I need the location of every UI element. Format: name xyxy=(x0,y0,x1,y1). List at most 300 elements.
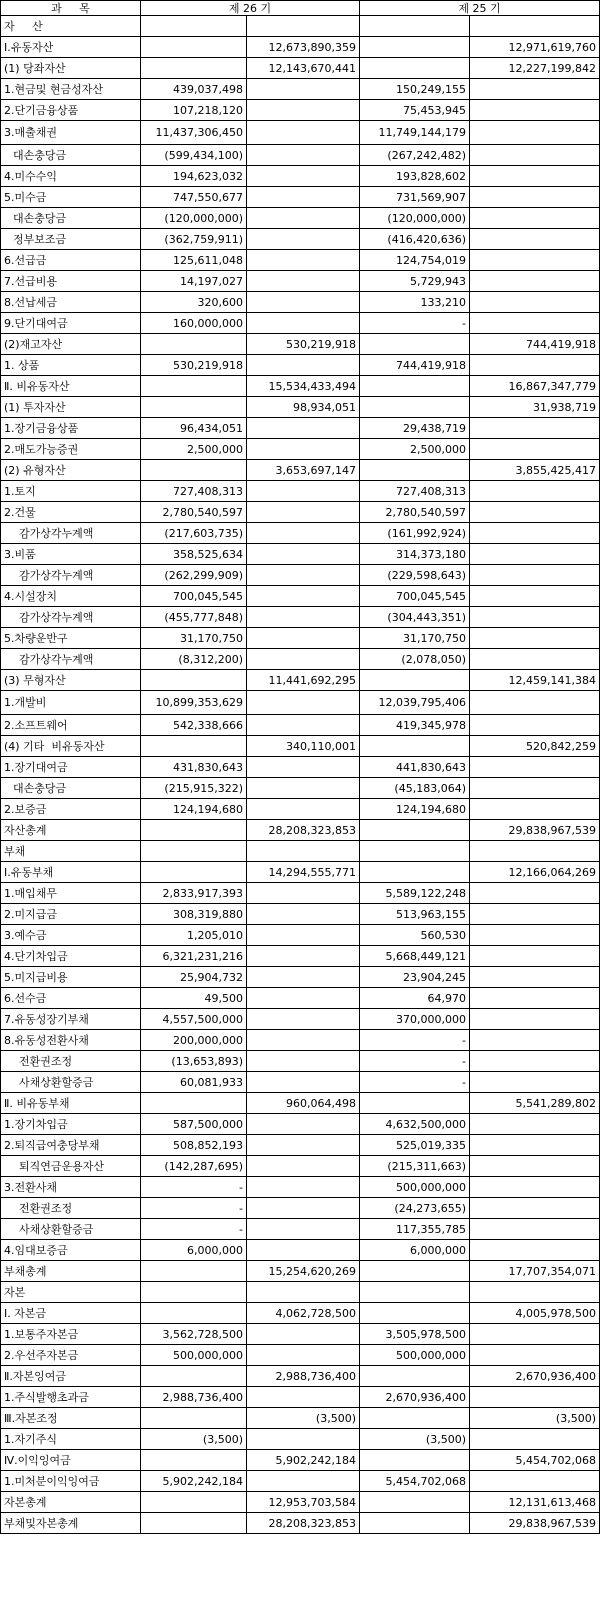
table-row xyxy=(1,691,600,715)
table-row xyxy=(1,715,600,736)
cell-period25-detail: (267,242,482) xyxy=(360,145,470,166)
table-row xyxy=(1,1198,600,1219)
cell-period25-total xyxy=(470,1387,600,1408)
header-row xyxy=(1,1,600,16)
cell-period26-total xyxy=(247,79,360,100)
cell-period26-total: 11,441,692,295 xyxy=(247,670,360,691)
cell-period25-total: 3,855,425,417 xyxy=(470,460,600,481)
table-row xyxy=(1,121,600,145)
cell-period25-detail xyxy=(360,1261,470,1282)
cell-period26-total xyxy=(247,145,360,166)
row-label: 사채상환할증금 xyxy=(1,1219,141,1240)
cell-period25-total xyxy=(470,1072,600,1093)
row-label: (1) 투자자산 xyxy=(1,397,141,418)
cell-period25-detail: 5,729,943 xyxy=(360,271,470,292)
cell-period26-detail: (13,653,893) xyxy=(141,1051,247,1072)
table-row xyxy=(1,1492,600,1513)
table-row xyxy=(1,1219,600,1240)
cell-period25-detail: 124,194,680 xyxy=(360,799,470,820)
table-row xyxy=(1,481,600,502)
cell-period25-detail: (2,078,050) xyxy=(360,649,470,670)
cell-period26-total xyxy=(247,1051,360,1072)
cell-period26-detail: 2,780,540,597 xyxy=(141,502,247,523)
cell-period25-total xyxy=(470,355,600,376)
cell-period26-total: 12,143,670,441 xyxy=(247,58,360,79)
row-label: 2.미지급금 xyxy=(1,904,141,925)
row-label: 퇴직연금운용자산 xyxy=(1,1156,141,1177)
cell-period26-detail: 747,550,677 xyxy=(141,187,247,208)
cell-period26-total xyxy=(247,523,360,544)
cell-period25-detail xyxy=(360,397,470,418)
cell-period25-detail: 560,530 xyxy=(360,925,470,946)
cell-period26-detail: 2,833,917,393 xyxy=(141,883,247,904)
cell-period25-total xyxy=(470,481,600,502)
cell-period25-total xyxy=(470,145,600,166)
table-row xyxy=(1,670,600,691)
cell-period26-total: 15,534,433,494 xyxy=(247,376,360,397)
cell-period25-detail: 370,000,000 xyxy=(360,1009,470,1030)
cell-period25-total xyxy=(470,904,600,925)
cell-period25-total xyxy=(470,1345,600,1366)
cell-period26-detail xyxy=(141,1408,247,1429)
cell-period26-total xyxy=(247,1072,360,1093)
cell-period26-total: 98,934,051 xyxy=(247,397,360,418)
cell-period26-detail: (262,299,909) xyxy=(141,565,247,586)
cell-period26-detail: 1,205,010 xyxy=(141,925,247,946)
row-label: 1.장기금융상품 xyxy=(1,418,141,439)
table-row xyxy=(1,334,600,355)
row-label: 부채총계 xyxy=(1,1261,141,1282)
table-row xyxy=(1,1303,600,1324)
table-row xyxy=(1,799,600,820)
cell-period25-detail: 4,632,500,000 xyxy=(360,1114,470,1135)
cell-period25-detail: 23,904,245 xyxy=(360,967,470,988)
cell-period25-total xyxy=(470,607,600,628)
table-row xyxy=(1,271,600,292)
cell-period26-total xyxy=(247,1009,360,1030)
cell-period25-total xyxy=(470,1240,600,1261)
table-row xyxy=(1,1324,600,1345)
cell-period25-detail: 419,345,978 xyxy=(360,715,470,736)
cell-period25-total xyxy=(470,1135,600,1156)
cell-period25-detail: 124,754,019 xyxy=(360,250,470,271)
row-label: 2.건물 xyxy=(1,502,141,523)
row-label: 5.미지급비용 xyxy=(1,967,141,988)
cell-period26-total xyxy=(247,1471,360,1492)
table-row xyxy=(1,313,600,334)
cell-period26-detail: - xyxy=(141,1177,247,1198)
cell-period26-detail: 200,000,000 xyxy=(141,1030,247,1051)
table-row xyxy=(1,439,600,460)
table-row xyxy=(1,166,600,187)
cell-period25-detail xyxy=(360,670,470,691)
table-row xyxy=(1,229,600,250)
cell-period25-total: 12,971,619,760 xyxy=(470,37,600,58)
cell-period26-total: 2,988,736,400 xyxy=(247,1366,360,1387)
cell-period25-total xyxy=(470,586,600,607)
cell-period26-total: (3,500) xyxy=(247,1408,360,1429)
cell-period26-detail xyxy=(141,37,247,58)
cell-period25-detail: - xyxy=(360,313,470,334)
table-row xyxy=(1,1030,600,1051)
cell-period26-detail: 31,170,750 xyxy=(141,628,247,649)
cell-period26-total xyxy=(247,607,360,628)
cell-period26-detail: 2,988,736,400 xyxy=(141,1387,247,1408)
cell-period26-detail: 160,000,000 xyxy=(141,313,247,334)
cell-period26-detail: 60,081,933 xyxy=(141,1072,247,1093)
row-label: 4.미수수익 xyxy=(1,166,141,187)
table-row xyxy=(1,628,600,649)
table-row xyxy=(1,1282,600,1303)
cell-period26-total xyxy=(247,208,360,229)
cell-period26-total: 340,110,001 xyxy=(247,736,360,757)
cell-period25-detail xyxy=(360,334,470,355)
cell-period26-total xyxy=(247,187,360,208)
cell-period25-detail: 193,828,602 xyxy=(360,166,470,187)
cell-period25-detail: 314,373,180 xyxy=(360,544,470,565)
cell-period26-total xyxy=(247,166,360,187)
cell-period26-total: 28,208,323,853 xyxy=(247,1513,360,1534)
cell-period25-detail: 12,039,795,406 xyxy=(360,691,470,715)
cell-period26-total xyxy=(247,1177,360,1198)
table-row xyxy=(1,967,600,988)
table-row xyxy=(1,544,600,565)
cell-period26-detail xyxy=(141,1282,247,1303)
table-row xyxy=(1,565,600,586)
table-row xyxy=(1,58,600,79)
cell-period26-total xyxy=(247,715,360,736)
row-label: 감가상각누계액 xyxy=(1,565,141,586)
row-label: 5.미수금 xyxy=(1,187,141,208)
cell-period25-total xyxy=(470,565,600,586)
cell-period25-total xyxy=(470,715,600,736)
table-row xyxy=(1,355,600,376)
table-row xyxy=(1,841,600,862)
table-row xyxy=(1,1261,600,1282)
cell-period25-detail: - xyxy=(360,1051,470,1072)
cell-period26-detail xyxy=(141,1450,247,1471)
row-label: 8.유동성전환사채 xyxy=(1,1030,141,1051)
cell-period26-total xyxy=(247,1240,360,1261)
row-label: 전환권조정 xyxy=(1,1198,141,1219)
row-label: Ⅳ.이익잉여금 xyxy=(1,1450,141,1471)
cell-period26-total xyxy=(247,439,360,460)
cell-period25-detail xyxy=(360,376,470,397)
cell-period25-total xyxy=(470,166,600,187)
cell-period25-total xyxy=(470,925,600,946)
cell-period26-detail: 530,219,918 xyxy=(141,355,247,376)
cell-period25-total xyxy=(470,187,600,208)
cell-period25-detail: 2,500,000 xyxy=(360,439,470,460)
cell-period25-detail: (215,311,663) xyxy=(360,1156,470,1177)
cell-period26-total xyxy=(247,946,360,967)
table-row xyxy=(1,988,600,1009)
cell-period26-detail: 439,037,498 xyxy=(141,79,247,100)
cell-period26-detail xyxy=(141,670,247,691)
table-row xyxy=(1,607,600,628)
cell-period25-total: 5,454,702,068 xyxy=(470,1450,600,1471)
cell-period26-detail: 96,434,051 xyxy=(141,418,247,439)
cell-period26-total xyxy=(247,988,360,1009)
cell-period25-total: 12,131,613,468 xyxy=(470,1492,600,1513)
cell-period26-detail xyxy=(141,1492,247,1513)
cell-period26-total xyxy=(247,1345,360,1366)
cell-period26-total xyxy=(247,16,360,37)
cell-period25-total: 29,838,967,539 xyxy=(470,1513,600,1534)
row-label: 사채상환할증금 xyxy=(1,1072,141,1093)
row-label: 9.단기대여금 xyxy=(1,313,141,334)
cell-period25-total xyxy=(470,418,600,439)
cell-period26-total: 12,953,703,584 xyxy=(247,1492,360,1513)
cell-period26-total xyxy=(247,121,360,145)
table-row xyxy=(1,1093,600,1114)
cell-period26-detail xyxy=(141,376,247,397)
cell-period26-total xyxy=(247,1282,360,1303)
table-row xyxy=(1,1051,600,1072)
table-row xyxy=(1,757,600,778)
balance-sheet-body xyxy=(1,1,600,1534)
row-label: 정부보조금 xyxy=(1,229,141,250)
cell-period26-detail: 500,000,000 xyxy=(141,1345,247,1366)
cell-period25-detail: 744,419,918 xyxy=(360,355,470,376)
row-label: 2.보증금 xyxy=(1,799,141,820)
row-label: 감가상각누계액 xyxy=(1,607,141,628)
table-row xyxy=(1,1471,600,1492)
cell-period25-total xyxy=(470,1177,600,1198)
row-label: (3) 무형자산 xyxy=(1,670,141,691)
row-label: 4.단기차입금 xyxy=(1,946,141,967)
row-label: 1.주식발행초과금 xyxy=(1,1387,141,1408)
row-label: 1.장기대여금 xyxy=(1,757,141,778)
row-label: Ⅰ.유동자산 xyxy=(1,37,141,58)
row-label: 5.차량운반구 xyxy=(1,628,141,649)
cell-period25-detail: 75,453,945 xyxy=(360,100,470,121)
cell-period25-total xyxy=(470,691,600,715)
cell-period26-detail xyxy=(141,58,247,79)
cell-period25-total xyxy=(470,1219,600,1240)
row-label: 1.토지 xyxy=(1,481,141,502)
cell-period25-total: 5,541,289,802 xyxy=(470,1093,600,1114)
cell-period26-total xyxy=(247,313,360,334)
cell-period25-total xyxy=(470,946,600,967)
row-label: 4.임대보증금 xyxy=(1,1240,141,1261)
cell-period26-total xyxy=(247,628,360,649)
cell-period26-total: 530,219,918 xyxy=(247,334,360,355)
cell-period26-detail: 320,600 xyxy=(141,292,247,313)
cell-period25-detail: (229,598,643) xyxy=(360,565,470,586)
cell-period26-detail xyxy=(141,820,247,841)
cell-period26-detail: 107,218,120 xyxy=(141,100,247,121)
cell-period26-total xyxy=(247,649,360,670)
cell-period26-total xyxy=(247,757,360,778)
cell-period25-detail xyxy=(360,841,470,862)
table-row xyxy=(1,208,600,229)
table-row xyxy=(1,736,600,757)
cell-period25-detail: (120,000,000) xyxy=(360,208,470,229)
cell-period25-detail: 731,569,907 xyxy=(360,187,470,208)
cell-period25-total: 31,938,719 xyxy=(470,397,600,418)
cell-period25-detail: 31,170,750 xyxy=(360,628,470,649)
row-label: 자본 xyxy=(1,1282,141,1303)
table-row xyxy=(1,1366,600,1387)
cell-period26-detail: (599,434,100) xyxy=(141,145,247,166)
table-row xyxy=(1,1177,600,1198)
cell-period25-total xyxy=(470,778,600,799)
cell-period26-detail: 11,437,306,450 xyxy=(141,121,247,145)
cell-period26-detail xyxy=(141,841,247,862)
table-row xyxy=(1,250,600,271)
cell-period26-detail: 587,500,000 xyxy=(141,1114,247,1135)
cell-period26-detail: (217,603,735) xyxy=(141,523,247,544)
row-label: Ⅰ.유동부채 xyxy=(1,862,141,883)
table-row xyxy=(1,16,600,37)
cell-period26-total: 960,064,498 xyxy=(247,1093,360,1114)
cell-period26-detail: 727,408,313 xyxy=(141,481,247,502)
table-row xyxy=(1,1345,600,1366)
table-row xyxy=(1,1114,600,1135)
table-row xyxy=(1,376,600,397)
cell-period26-detail xyxy=(141,334,247,355)
cell-period26-total xyxy=(247,1156,360,1177)
cell-period25-total xyxy=(470,79,600,100)
row-label: 1.매입채무 xyxy=(1,883,141,904)
cell-period25-detail xyxy=(360,460,470,481)
row-label: (2)재고자산 xyxy=(1,334,141,355)
cell-period26-detail xyxy=(141,736,247,757)
cell-period26-total xyxy=(247,1324,360,1345)
table-row xyxy=(1,925,600,946)
cell-period26-total xyxy=(247,355,360,376)
cell-period26-total xyxy=(247,1429,360,1450)
cell-period25-detail: (161,992,924) xyxy=(360,523,470,544)
table-row xyxy=(1,946,600,967)
table-row xyxy=(1,883,600,904)
cell-period25-detail: - xyxy=(360,1030,470,1051)
cell-period25-detail xyxy=(360,1450,470,1471)
cell-period26-total xyxy=(247,502,360,523)
cell-period25-total xyxy=(470,313,600,334)
cell-period25-detail xyxy=(360,1513,470,1534)
cell-period26-detail: - xyxy=(141,1219,247,1240)
row-label: 자산총계 xyxy=(1,820,141,841)
cell-period25-total xyxy=(470,628,600,649)
cell-period26-detail: 431,830,643 xyxy=(141,757,247,778)
cell-period25-detail: (416,420,636) xyxy=(360,229,470,250)
cell-period25-detail: 500,000,000 xyxy=(360,1177,470,1198)
row-label: 3.예수금 xyxy=(1,925,141,946)
cell-period26-total xyxy=(247,841,360,862)
cell-period26-total xyxy=(247,967,360,988)
row-label: 감가상각누계액 xyxy=(1,649,141,670)
cell-period25-total: 4,005,978,500 xyxy=(470,1303,600,1324)
cell-period26-detail: 125,611,048 xyxy=(141,250,247,271)
cell-period26-detail xyxy=(141,16,247,37)
table-row xyxy=(1,79,600,100)
cell-period26-total xyxy=(247,544,360,565)
cell-period26-detail: 508,852,193 xyxy=(141,1135,247,1156)
row-label: 3.비품 xyxy=(1,544,141,565)
cell-period26-detail: 4,557,500,000 xyxy=(141,1009,247,1030)
row-label: (2) 유형자산 xyxy=(1,460,141,481)
row-label: 1.개발비 xyxy=(1,691,141,715)
cell-period26-detail xyxy=(141,1093,247,1114)
table-row xyxy=(1,1072,600,1093)
cell-period26-detail: 194,623,032 xyxy=(141,166,247,187)
cell-period25-detail: 11,749,144,179 xyxy=(360,121,470,145)
cell-period25-total: 2,670,936,400 xyxy=(470,1366,600,1387)
cell-period25-detail: 700,045,545 xyxy=(360,586,470,607)
cell-period25-detail xyxy=(360,1408,470,1429)
cell-period26-detail: 700,045,545 xyxy=(141,586,247,607)
cell-period25-detail xyxy=(360,1093,470,1114)
cell-period25-detail: 3,505,978,500 xyxy=(360,1324,470,1345)
row-label: 1.보통주자본금 xyxy=(1,1324,141,1345)
cell-period25-detail: 2,670,936,400 xyxy=(360,1387,470,1408)
cell-period25-detail: 727,408,313 xyxy=(360,481,470,502)
row-label: Ⅱ. 비유동자산 xyxy=(1,376,141,397)
cell-period25-detail xyxy=(360,862,470,883)
cell-period26-total: 3,653,697,147 xyxy=(247,460,360,481)
cell-period26-total xyxy=(247,565,360,586)
table-row xyxy=(1,1429,600,1450)
row-label: 8.선납세금 xyxy=(1,292,141,313)
table-row xyxy=(1,862,600,883)
row-label: 4.시설장치 xyxy=(1,586,141,607)
cell-period25-total xyxy=(470,502,600,523)
row-label: 대손충당금 xyxy=(1,145,141,166)
row-label: 부채 xyxy=(1,841,141,862)
cell-period26-detail: 308,319,880 xyxy=(141,904,247,925)
cell-period26-detail: (362,759,911) xyxy=(141,229,247,250)
cell-period25-total xyxy=(470,649,600,670)
row-label: 3.전환사채 xyxy=(1,1177,141,1198)
row-label: Ⅱ. 비유동부채 xyxy=(1,1093,141,1114)
cell-period25-detail: 64,970 xyxy=(360,988,470,1009)
cell-period25-detail: 6,000,000 xyxy=(360,1240,470,1261)
cell-period26-detail: 25,904,732 xyxy=(141,967,247,988)
cell-period26-detail xyxy=(141,460,247,481)
cell-period25-total: 16,867,347,779 xyxy=(470,376,600,397)
cell-period26-total xyxy=(247,904,360,925)
cell-period26-detail xyxy=(141,1261,247,1282)
cell-period26-detail: 2,500,000 xyxy=(141,439,247,460)
cell-period25-detail xyxy=(360,1366,470,1387)
cell-period25-total xyxy=(470,883,600,904)
cell-period26-total xyxy=(247,100,360,121)
cell-period26-detail xyxy=(141,1513,247,1534)
table-row xyxy=(1,1240,600,1261)
cell-period25-total xyxy=(470,250,600,271)
cell-period25-detail xyxy=(360,58,470,79)
table-row xyxy=(1,1513,600,1534)
cell-period26-total xyxy=(247,1387,360,1408)
cell-period26-total xyxy=(247,1030,360,1051)
row-label: 자 산 xyxy=(1,16,141,37)
table-row xyxy=(1,145,600,166)
row-label: Ⅲ.자본조정 xyxy=(1,1408,141,1429)
cell-period25-detail: 5,589,122,248 xyxy=(360,883,470,904)
cell-period25-detail: 441,830,643 xyxy=(360,757,470,778)
cell-period25-total: 744,419,918 xyxy=(470,334,600,355)
header-period-26: 제 26 기 xyxy=(141,1,360,16)
table-row xyxy=(1,502,600,523)
cell-period26-total: 12,673,890,359 xyxy=(247,37,360,58)
cell-period26-detail xyxy=(141,1366,247,1387)
cell-period25-total xyxy=(470,271,600,292)
row-label: (4) 기타 비유동자산 xyxy=(1,736,141,757)
cell-period25-total xyxy=(470,121,600,145)
table-row xyxy=(1,37,600,58)
